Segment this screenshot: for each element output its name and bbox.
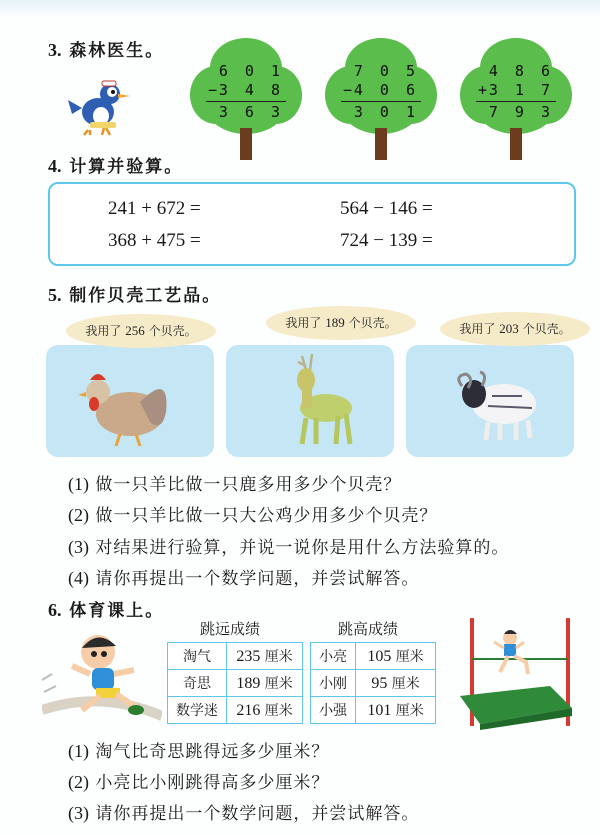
table-row — [311, 697, 436, 724]
table-row — [311, 643, 436, 670]
equation-2: 564 − 146 = — [340, 198, 433, 219]
section-title: 森林医生。 — [69, 41, 165, 61]
question-5-2: (2) 做一只羊比做一只大公鸡少用多少个贝壳？ — [68, 505, 438, 526]
table-row — [168, 670, 303, 697]
high-jump-table — [310, 642, 436, 724]
operator: − — [343, 81, 357, 99]
speech-bubble-rooster: 我用了 256 个贝壳。 — [66, 314, 216, 348]
section-title: 体育课上。 — [69, 601, 165, 621]
vertical-calculation — [206, 62, 286, 122]
long-jump-table — [167, 642, 303, 724]
tree-2 — [325, 38, 437, 158]
question-5-3: (3) 对结果进行验算，并说一说你是用什么方法验算的。 — [68, 537, 510, 558]
equation-1: 241 + 672 = — [108, 198, 201, 219]
section-6-heading — [48, 596, 164, 621]
operand-2: 4 0 6 — [353, 81, 419, 99]
question-6-2: (2) 小亮比小刚跳得高多少厘米？ — [68, 772, 330, 793]
operator: + — [478, 81, 492, 99]
value-cell: 101 厘米 — [356, 697, 436, 724]
equation-3: 368 + 475 = — [108, 230, 201, 251]
operand-2: 3 4 8 — [218, 81, 284, 99]
speech-bubble-deer: 我用了 189 个贝壳。 — [266, 306, 416, 340]
operand-2: 3 1 7 — [488, 81, 554, 99]
question-5-4: (4) 请你再提出一个数学问题，并尝试解答。 — [68, 568, 420, 589]
result: 3 6 3 — [218, 103, 284, 121]
high-jump-caption: 跳高成绩 — [338, 620, 399, 638]
calculation-box — [48, 182, 576, 266]
question-6-3: (3) 请你再提出一个数学问题，并尝试解答。 — [68, 803, 420, 824]
section-3-heading — [48, 36, 164, 61]
table-row — [311, 670, 436, 697]
name-cell: 淘气 — [168, 643, 227, 670]
value-cell: 95 厘米 — [356, 670, 436, 697]
tree-1 — [190, 38, 302, 158]
operator: − — [208, 81, 222, 99]
section-5-heading — [48, 281, 221, 306]
section-number: 5. — [48, 285, 62, 305]
long-jump-caption: 跳远成绩 — [200, 620, 261, 638]
value-cell: 105 厘米 — [356, 643, 436, 670]
name-cell: 数学迷 — [168, 697, 227, 724]
vertical-calculation — [476, 62, 556, 122]
long-jump-boy-illustration — [42, 630, 162, 725]
tree-3 — [460, 38, 572, 158]
section-4-heading — [48, 152, 183, 177]
table-row — [168, 697, 303, 724]
value-cell: 189 厘米 — [227, 670, 303, 697]
question-5-1: (1) 做一只羊比做一只鹿多用多少个贝壳？ — [68, 474, 402, 495]
speech-bubble-sheep: 我用了 203 个贝壳。 — [440, 312, 590, 346]
result: 7 9 3 — [488, 103, 554, 121]
operand-1: 4 8 6 — [488, 62, 554, 80]
section-number: 4. — [48, 156, 62, 176]
section-title: 计算并验算。 — [69, 157, 184, 177]
top-band — [0, 0, 600, 18]
high-jump-illustration — [460, 612, 580, 730]
name-cell: 小亮 — [311, 643, 356, 670]
section-number: 3. — [48, 40, 62, 60]
name-cell: 奇思 — [168, 670, 227, 697]
section-number: 6. — [48, 600, 62, 620]
name-cell: 小强 — [311, 697, 356, 724]
value-cell: 216 厘米 — [227, 697, 303, 724]
name-cell: 小刚 — [311, 670, 356, 697]
shell-sheep-illustration — [452, 366, 542, 444]
section-title: 制作贝壳工艺品。 — [69, 286, 222, 306]
shell-rooster-illustration — [70, 362, 180, 450]
table-row — [168, 643, 303, 670]
shell-deer-illustration — [272, 352, 362, 452]
result: 3 0 1 — [353, 103, 419, 121]
operand-1: 6 0 1 — [218, 62, 284, 80]
question-6-1: (1) 淘气比奇思跳得远多少厘米？ — [68, 741, 330, 762]
value-cell: 235 厘米 — [227, 643, 303, 670]
woodpecker-doctor-illustration — [68, 78, 130, 136]
equation-4: 724 − 139 = — [340, 230, 433, 251]
vertical-calculation — [341, 62, 421, 122]
operand-1: 7 0 5 — [353, 62, 419, 80]
